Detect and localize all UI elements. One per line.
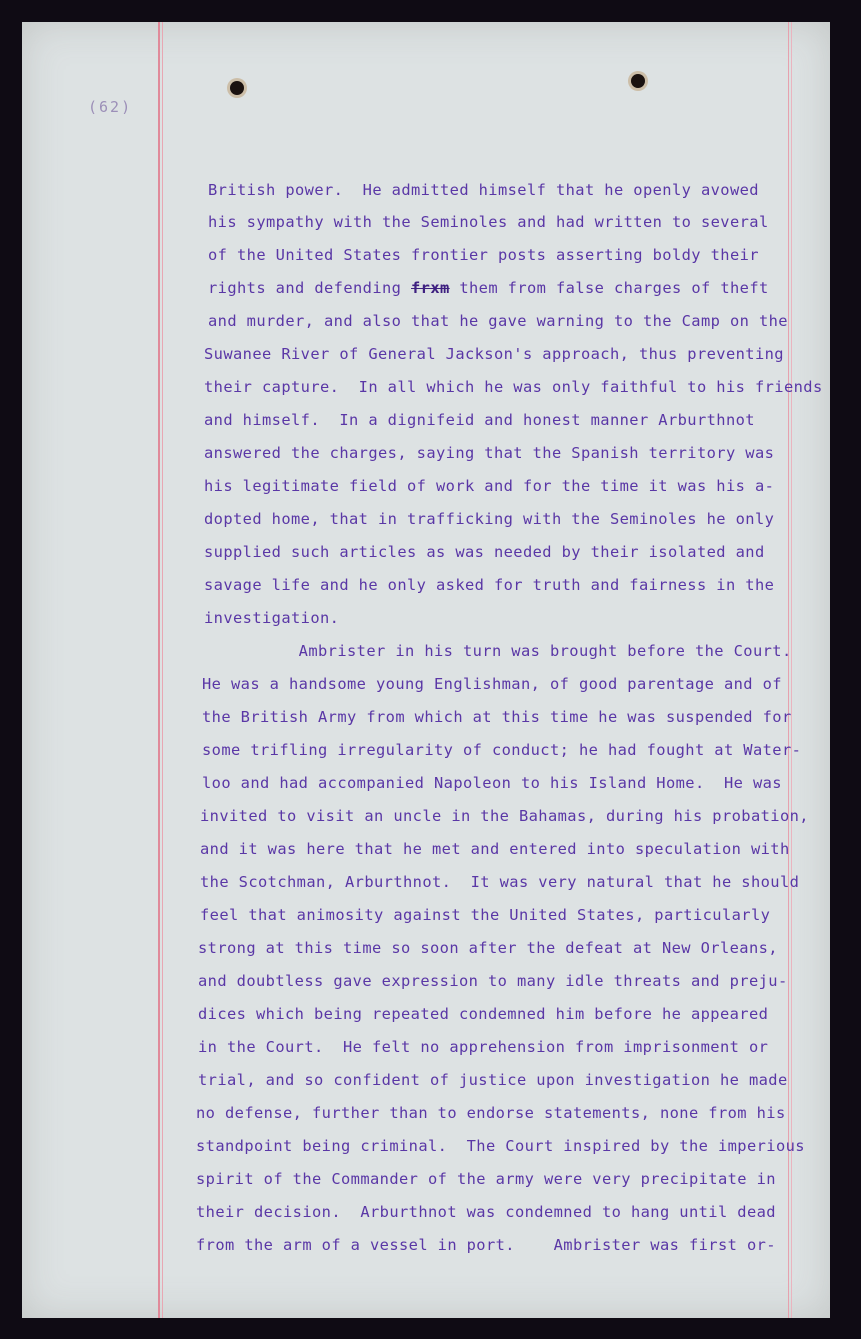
text-line: supplied such articles as was needed by their isolated and — [204, 543, 765, 561]
right-margin-rule-inner — [791, 22, 792, 1318]
text-line: loo and had accompanied Napoleon to his Island Home. He was — [202, 774, 782, 792]
text-line: from the arm of a vessel in port. Ambrister was first or- — [196, 1236, 776, 1254]
text-line: answered the charges, saying that the Spanish territory was — [204, 444, 775, 462]
text-line: his sympathy with the Seminoles and had written to several — [208, 213, 769, 231]
punch-hole-right — [631, 74, 645, 88]
text-line: of the United States frontier posts asserting boldy their — [208, 246, 759, 264]
paper-page — [22, 22, 830, 1318]
text-line: spirit of the Commander of the army were very precipitate in — [196, 1170, 776, 1188]
page-number: (62) — [88, 98, 133, 116]
text-line: their decision. Arburthnot was condemned to hang until dead — [196, 1203, 776, 1221]
text-line: invited to visit an uncle in the Bahamas, during his probation, — [200, 807, 809, 825]
text-segment: them from false charges of theft — [449, 279, 769, 297]
text-line: and doubtless gave expression to many idle threats and preju- — [198, 972, 788, 990]
punch-hole-left — [230, 81, 244, 95]
text-line: the Scotchman, Arburthnot. It was very natural that he should — [200, 873, 800, 891]
text-line: strong at this time so soon after the defeat at New Orleans, — [198, 939, 778, 957]
text-line: dopted home, that in trafficking with the Seminoles he only — [204, 510, 775, 528]
text-line: Ambrister in his turn was brought before the Court. — [202, 642, 792, 660]
text-line: British power. He admitted himself that he openly avowed — [208, 181, 759, 199]
text-segment: rights and defending — [208, 279, 411, 297]
text-line: no defense, further than to endorse statements, none from his — [196, 1104, 786, 1122]
text-line: investigation. — [204, 609, 340, 627]
text-line: and himself. In a dignifeid and honest manner Arburthnot — [204, 411, 755, 429]
text-line: and it was here that he met and entered into speculation with — [200, 840, 790, 858]
left-margin-rule — [158, 22, 160, 1318]
text-line: some trifling irregularity of conduct; he had fought at Water- — [202, 741, 802, 759]
text-line: the British Army from which at this time he was suspended for — [202, 708, 792, 726]
text-line: standpoint being criminal. The Court inspired by the imperious — [196, 1137, 805, 1155]
text-line: Suwanee River of General Jackson's approach, thus preventing — [204, 345, 784, 363]
text-line: his legitimate field of work and for the time it was his a- — [204, 477, 775, 495]
text-line — [208, 276, 769, 300]
text-line: savage life and he only asked for truth and fairness in the — [204, 576, 775, 594]
left-margin-rule-inner — [162, 22, 163, 1318]
right-margin-rule — [788, 22, 789, 1318]
struck-word: frxm — [411, 279, 450, 297]
text-line: in the Court. He felt no apprehension from imprisonment or — [198, 1038, 769, 1056]
text-line: their capture. In all which he was only faithful to his friends — [204, 378, 823, 396]
text-line: and murder, and also that he gave warning to the Camp on the — [208, 312, 788, 330]
text-line: He was a handsome young Englishman, of good parentage and of — [202, 675, 782, 693]
text-line: dices which being repeated condemned him before he appeared — [198, 1005, 769, 1023]
text-line: feel that animosity against the United States, particularly — [200, 906, 771, 924]
text-line: trial, and so confident of justice upon investigation he made — [198, 1071, 788, 1089]
